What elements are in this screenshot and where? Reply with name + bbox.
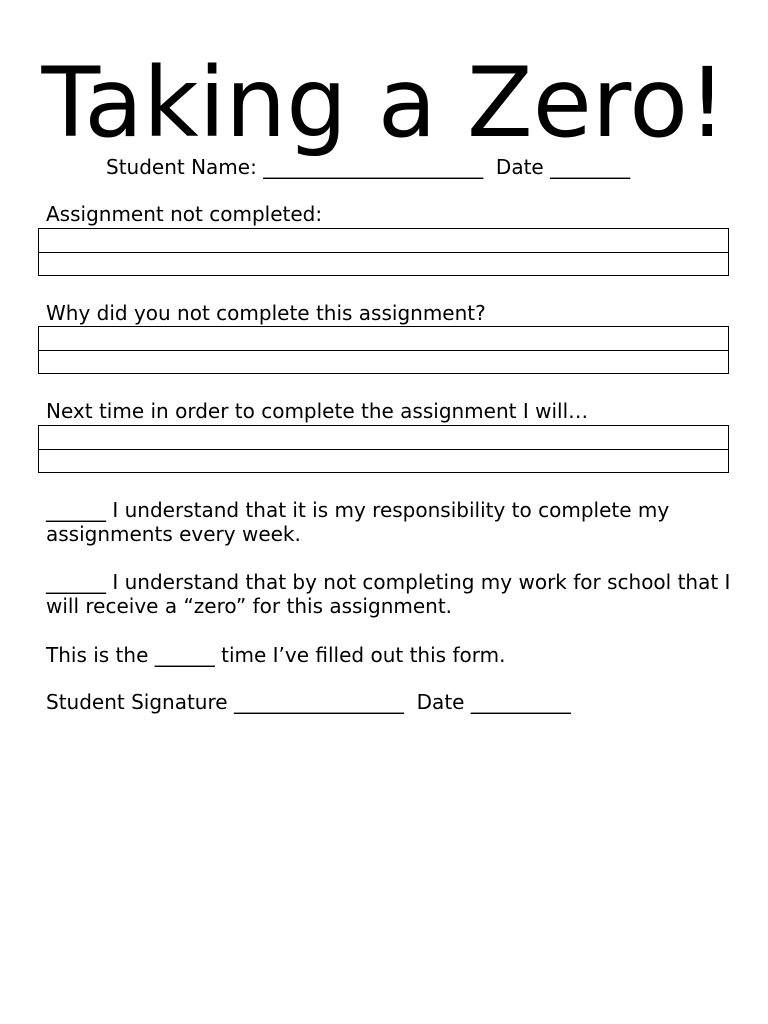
initial-blank[interactable]: ______ (46, 498, 106, 522)
answer-line-1[interactable] (39, 426, 728, 450)
answer-line-1[interactable] (39, 327, 728, 351)
count-blank[interactable]: ______ (154, 643, 215, 667)
assignment-not-completed-box[interactable] (38, 228, 729, 276)
date-label: Date (495, 155, 544, 179)
count-suffix: time I’ve filled out this form. (221, 643, 506, 667)
date-field[interactable]: ________ (550, 155, 631, 179)
statement-text: I understand that it is my responsibility to complete my assignments every week. (46, 498, 670, 546)
signature-date-label: Date (416, 690, 465, 714)
signature-label: Student Signature (46, 690, 228, 714)
statement-text: I understand that by not completing my work for school that I will receive a “zero” for this assignment. (46, 570, 731, 618)
student-name-line (106, 154, 630, 180)
signature-date-field[interactable]: __________ (470, 690, 571, 714)
student-name-field[interactable]: ______________________ (263, 155, 484, 179)
answer-line-2[interactable] (39, 450, 728, 473)
assignment-not-completed-label: Assignment not completed: (46, 202, 323, 226)
why-not-completed-box[interactable] (38, 326, 729, 374)
signature-field[interactable]: _________________ (233, 690, 404, 714)
answer-line-2[interactable] (39, 351, 728, 374)
page-title: Taking a Zero! (41, 47, 727, 159)
answer-line-1[interactable] (39, 229, 728, 253)
zero-statement (46, 570, 736, 618)
count-line (46, 643, 736, 667)
responsibility-statement (46, 498, 736, 546)
initial-blank[interactable]: ______ (46, 570, 106, 594)
signature-line (46, 690, 736, 714)
answer-line-2[interactable] (39, 253, 728, 276)
why-not-completed-label: Why did you not complete this assignment? (46, 301, 486, 325)
next-time-label: Next time in order to complete the assignment I will… (46, 399, 589, 423)
student-name-label: Student Name: (106, 155, 257, 179)
count-prefix: This is the (46, 643, 149, 667)
next-time-box[interactable] (38, 425, 729, 473)
